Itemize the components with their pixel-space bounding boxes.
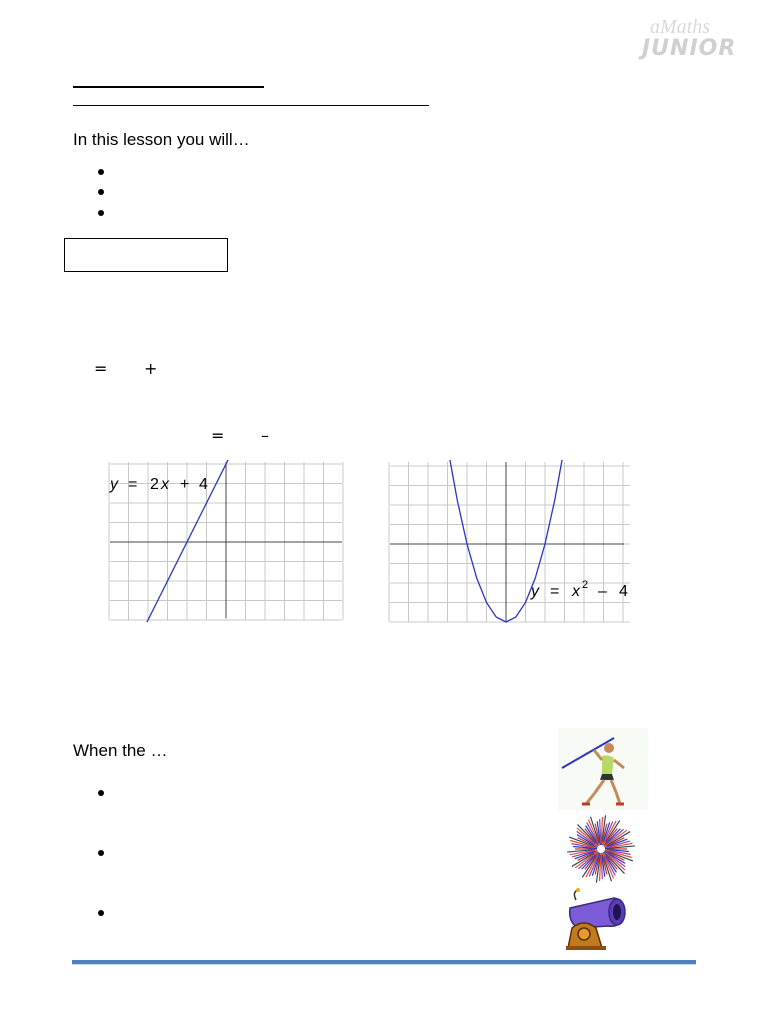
minus-symbol: – (261, 426, 269, 445)
equals-symbol-2: = (211, 426, 225, 445)
intro-bullet-3 (98, 210, 104, 216)
quad-label-y: y (531, 583, 539, 600)
intro-bullet-2 (98, 189, 104, 195)
intro-bullet-1 (98, 169, 104, 175)
linear-label-plus: + (180, 476, 190, 493)
intro-heading: In this lesson you will… (73, 130, 250, 149)
example-bullet-3 (98, 910, 104, 916)
examples-heading: When the … (73, 741, 168, 760)
linear-label-c: 4 (199, 476, 208, 493)
plus-symbol: + (144, 359, 158, 378)
linear-graph (108, 460, 344, 622)
example-bullet-2 (98, 850, 104, 856)
quad-label-eq: = (550, 583, 560, 600)
quadratic-graph (388, 460, 632, 624)
linear-label-2: 2 (150, 476, 159, 493)
cannon-image (562, 888, 632, 952)
quad-label-exp: 2 (582, 579, 589, 591)
footer-rule (72, 960, 696, 965)
firework-image (563, 812, 639, 886)
javelin-thrower-image (558, 728, 648, 810)
equals-symbol-1: = (94, 359, 108, 378)
title-underline (73, 86, 264, 88)
logo-line1: ɑMaths (650, 16, 710, 38)
quad-label-c: 4 (619, 583, 628, 600)
logo-line2: JUNIOR (642, 36, 737, 61)
subtitle-underline (73, 105, 429, 106)
quad-label-minus: – (598, 583, 607, 600)
linear-label-eq: = (128, 476, 138, 493)
example-bullet-1 (98, 790, 104, 796)
keyword-box (64, 238, 228, 272)
linear-label-y: y (110, 476, 118, 493)
quad-label-x: x (572, 583, 580, 600)
logo (636, 12, 746, 92)
quadratic-graph-grid (389, 462, 630, 622)
linear-label-x: x (161, 476, 169, 493)
